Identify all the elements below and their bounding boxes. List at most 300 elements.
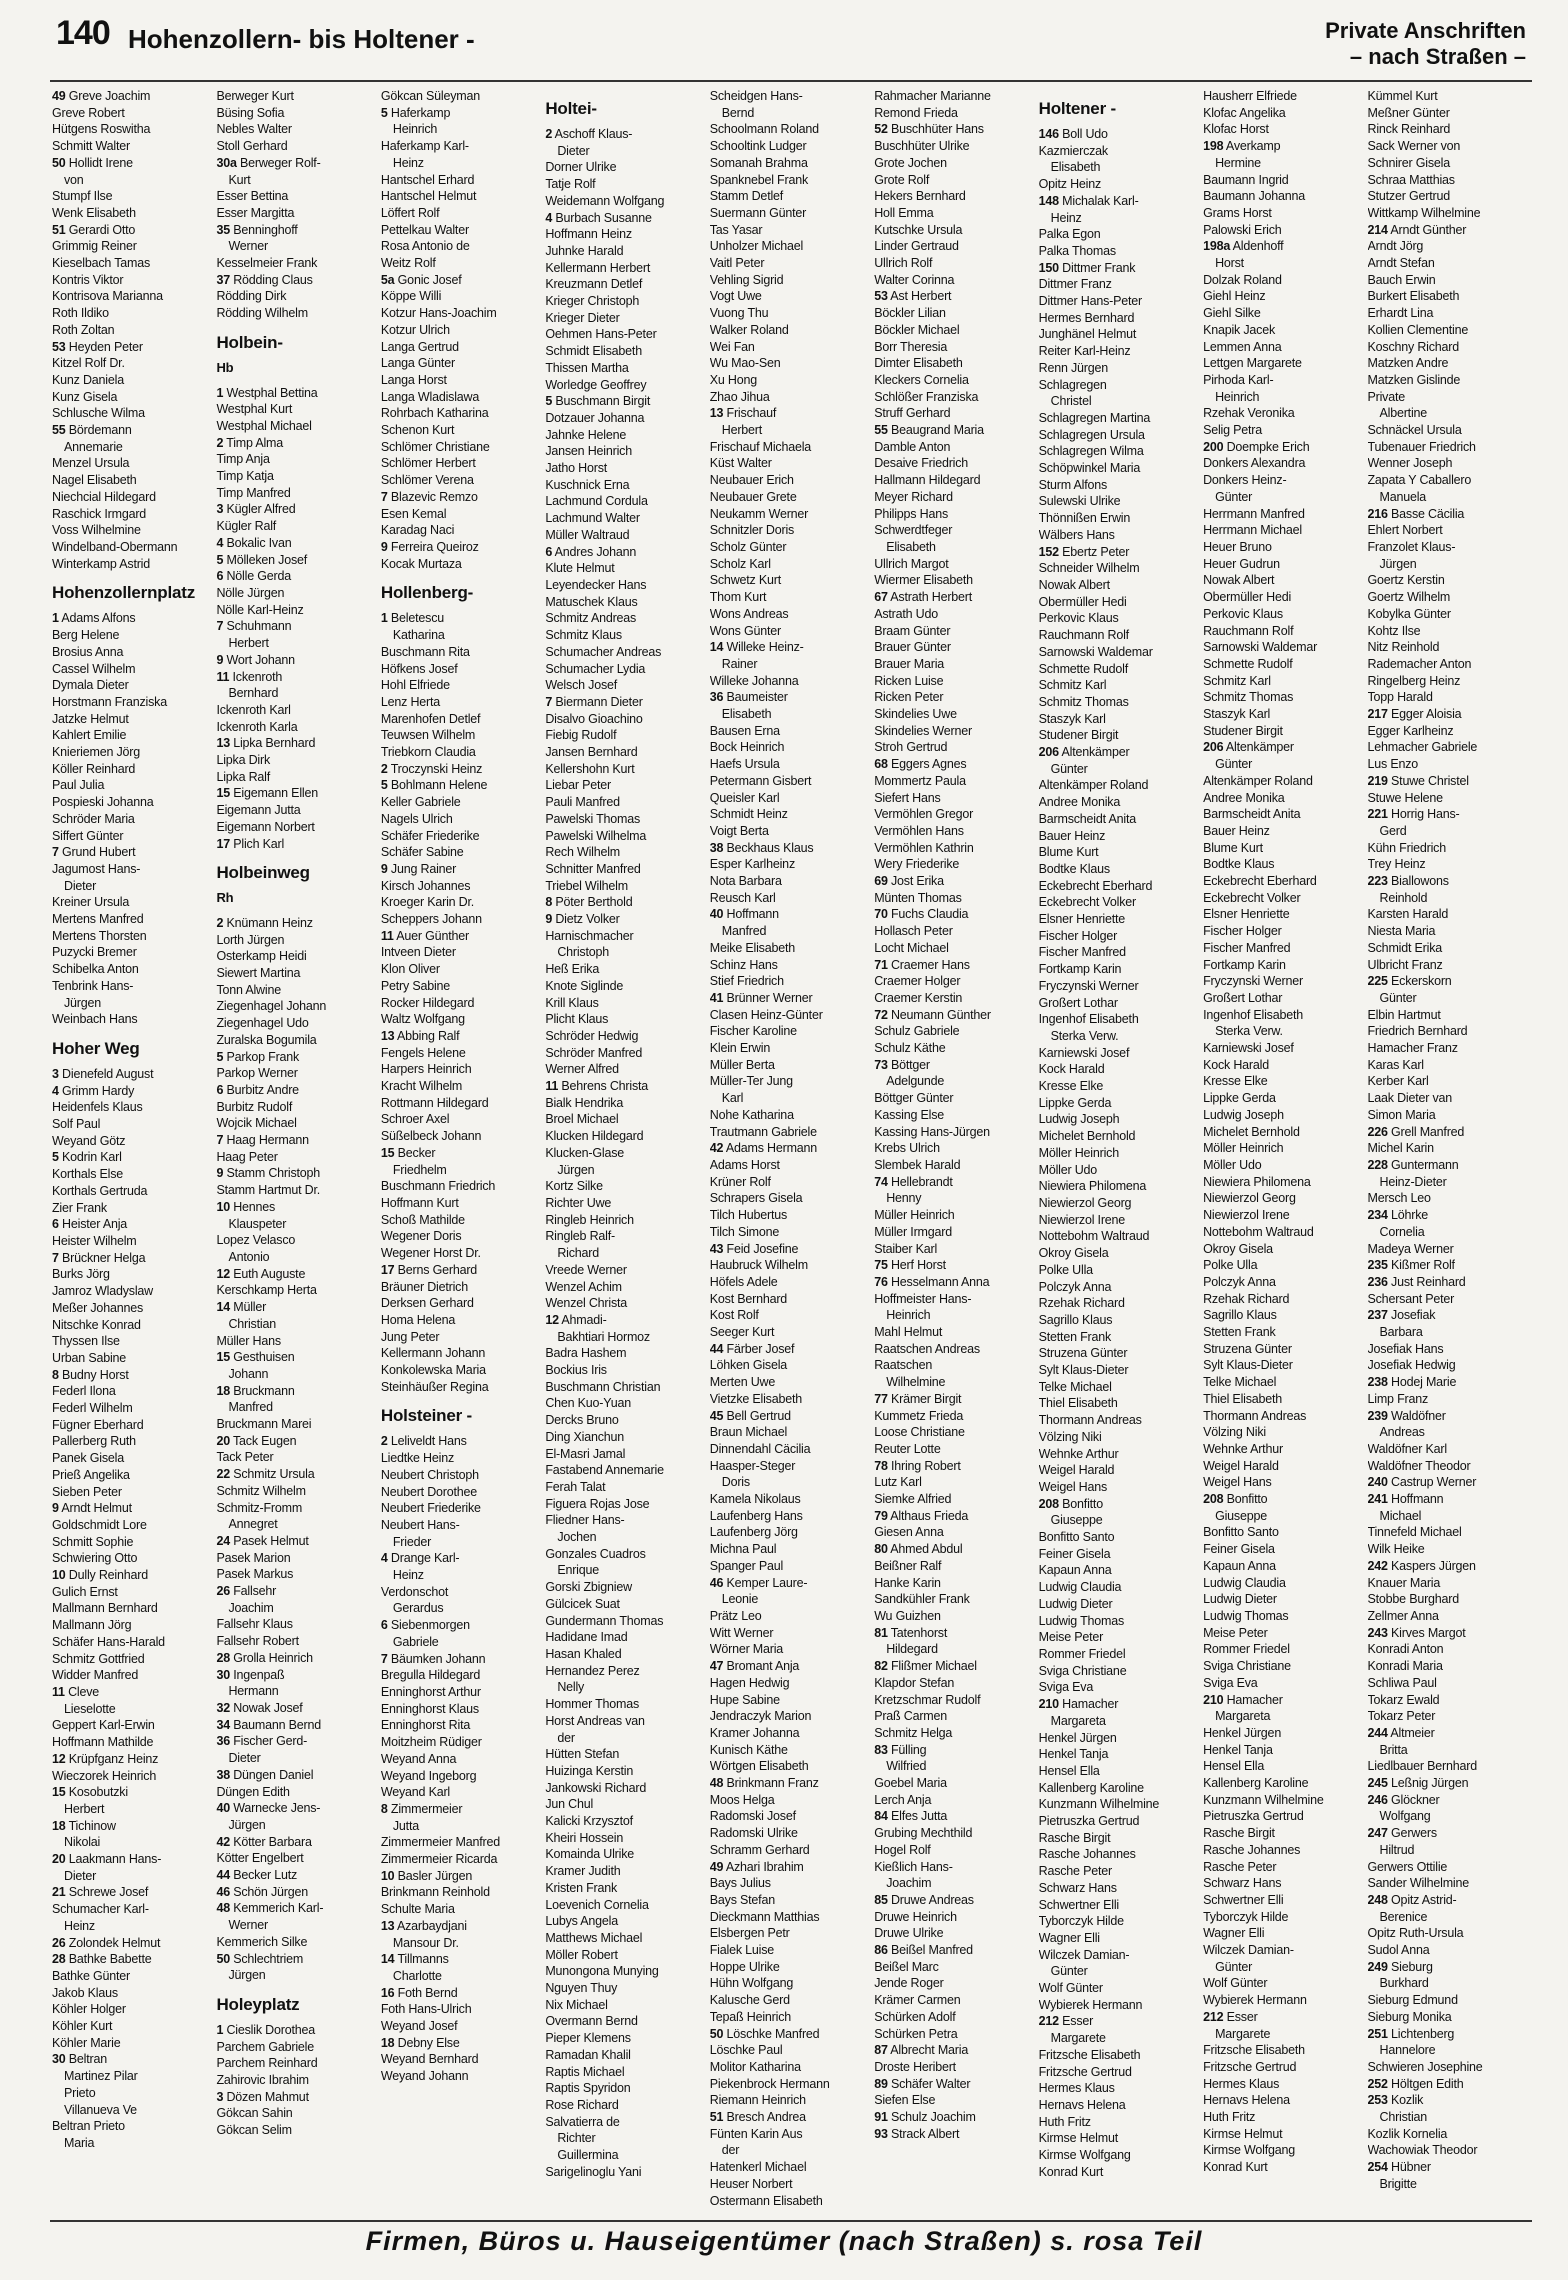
house-number: 50 [709,2026,724,2041]
entry-continuation: Elisabeth [1050,160,1101,175]
house-number: 210 [1203,1692,1224,1707]
entry-continuation: Martinez Pilar [64,2069,138,2084]
directory-entry: Goldschmidt Lore [52,1517,147,1532]
directory-entry: 247 Gerwers [1367,1826,1437,1841]
directory-entry: Schoolmann Roland [709,122,819,137]
house-number: 42 [709,1141,724,1156]
house-number: 6 [52,1217,59,1232]
directory-entry: Höfkens Josef [380,661,458,676]
directory-entry: 35 Benninghoff [216,222,298,237]
directory-entry: Fryczynski Werner [1203,974,1303,989]
directory-entry: Vuong Thu [709,306,769,321]
directory-entry: 5 Buschmann Birgit [545,394,651,409]
directory-entry: Hohl Elfriede [380,678,450,693]
directory-entry: 43 Feid Josefine [709,1241,799,1256]
directory-entry: Buschmann Friedrich [380,1179,496,1194]
house-number: 50 [52,155,66,170]
directory-entry: Raatschen Andreas [874,1341,980,1356]
directory-entry: Molitor Katharina [709,2059,801,2074]
directory-entry: Kalicki Krzysztof [545,1814,633,1829]
directory-column [381,88,542,2213]
directory-entry: Goertz Wilhelm [1367,590,1451,605]
directory-entry: Vaitl Peter [709,256,765,271]
directory-entry: 49 Greve Joachim [52,89,151,103]
directory-entry: Lettgen Margarete [1203,356,1302,371]
directory-entry: Henkel Jürgen [1203,1725,1282,1740]
directory-entry: 4 Burbach Susanne [545,210,652,225]
directory-entry: Süßelbeck Johann [380,1129,482,1144]
directory-entry: Vreede Werner [545,1262,627,1277]
directory-entry: Badra Hashem [545,1346,627,1361]
directory-entry: Korthals Gertruda [52,1183,148,1198]
directory-entry: Sviga Eva [1038,1680,1094,1695]
directory-entry: Kunzmann Wilhelmine [1203,1792,1324,1807]
directory-entry: Vermöhlen Gregor [874,807,974,822]
directory-entry: 47 Bromant Anja [709,1659,800,1674]
directory-entry: Stobbe Burghard [1367,1592,1460,1607]
directory-entry: Neubert Christoph [380,1467,479,1482]
directory-entry: 9 Stamm Christoph [216,1166,321,1181]
directory-entry: Löffert Rolf [380,205,440,220]
house-number: 38 [709,840,724,855]
directory-entry: Slembek Harald [874,1158,961,1172]
directory-entry: Pasek Marion [216,1550,291,1565]
house-number: 2 [216,435,224,450]
directory-entry: Wybierek Hermann [1038,1997,1143,2012]
directory-entry: 6 Heister Anja [52,1217,128,1232]
directory-entry: Intveen Dieter [380,945,456,960]
directory-entry: 8 Zimmermeier [380,1801,463,1816]
directory-entry: Möller Udo [1203,1158,1262,1172]
directory-entry: Kreiner Ursula [52,895,130,910]
directory-entry: Druwe Ulrike [874,1926,944,1941]
directory-entry: Lehmacher Gabriele [1367,740,1478,755]
directory-entry: Bonfitto Santo [1203,1525,1279,1540]
directory-entry: 48 Kemmerich Karl- [216,1901,324,1916]
directory-entry: Fischer Holger [1203,924,1282,939]
entry-continuation: Berenice [1379,1909,1428,1924]
directory-entry: Niewierzol Irene [1038,1212,1126,1227]
house-number: 44 [709,1341,724,1356]
directory-entry: Ullrich Rolf [874,256,933,271]
directory-entry: 242 Kaspers Jürgen [1367,1558,1476,1573]
directory-entry: Eckebrecht Volker [1203,890,1301,905]
entry-continuation: Gerardus [392,1601,444,1616]
directory-entry: Polke Ulla [1203,1258,1258,1273]
directory-entry: Heuer Gudrun [1203,556,1280,571]
directory-entry: Schlagregen Ursula [1038,427,1145,442]
directory-entry: Ludwig Joseph [1038,1112,1120,1127]
house-number: 3 [52,1066,59,1081]
directory-entry: Klofac Horst [1203,122,1269,137]
directory-entry: Küst Walter [709,456,772,471]
entry-continuation: Hannelore [1379,2043,1436,2058]
directory-entry: Derksen Gerhard [380,1296,474,1311]
house-number: 75 [874,1258,888,1273]
directory-entry: Spanknebel Frank [709,172,809,187]
directory-entry: Mahl Helmut [874,1325,943,1340]
directory-entry: Greve Robert [52,105,125,120]
directory-entry: 11 Cleve [52,1684,100,1699]
directory-entry: Rasche Peter [1038,1864,1112,1879]
directory-entry: 10 Dully Reinhard [52,1568,148,1583]
directory-entry: Weinbach Hans [52,1012,138,1027]
directory-entry: Elbin Hartmut [1367,1007,1441,1022]
directory-entry: Pietruszka Gertrud [1038,1814,1140,1829]
directory-entry: Raschick Irmgard [52,506,147,521]
entry-continuation: von [64,172,84,187]
house-number: 17 [216,836,230,851]
house-number: 55 [52,423,66,438]
entry-continuation: Dieter [64,1868,97,1883]
house-number: 49 [709,1859,724,1874]
directory-entry: Walter Corinna [874,272,955,287]
directory-entry: Rohrbach Katharina [380,406,489,421]
directory-entry: Müller Heinrich [874,1208,955,1223]
directory-column [1039,88,1200,2213]
directory-entry: Hasan Khaled [545,1646,622,1661]
directory-entry: 37 Rödding Claus [216,272,313,287]
directory-entry: Remond Frieda [874,105,958,120]
directory-entry: Struff Gerhard [874,406,951,421]
directory-entry: Rzehak Richard [1203,1291,1290,1306]
directory-entry: 214 Arndt Günther [1367,222,1467,237]
directory-entry: Schroer Axel [380,1112,450,1127]
house-number: 13 [216,736,230,751]
house-number: 9 [216,652,224,667]
entry-continuation: Heinrich [1215,389,1260,404]
street-heading: Hohenzollernplatz [52,583,195,603]
directory-entry: Bays Julius [709,1876,771,1891]
directory-entry: Laufenberg Hans [709,1508,803,1523]
directory-entry: Bruckmann Marei [216,1417,312,1432]
directory-entry: Kapaun Anna [1038,1563,1112,1578]
directory-entry: Kleckers Cornelia [874,372,969,387]
directory-entry: 243 Kirves Margot [1367,1625,1466,1640]
street-heading: Holsteiner - [380,1406,472,1426]
directory-entry: Clasen Heinz-Günter [709,1007,823,1022]
directory-entry: Disalvo Gioachino [545,711,643,726]
directory-entry: Dimter Elisabeth [874,356,963,371]
directory-entry: 53 Ast Herbert [874,289,952,304]
directory-entry: Barmscheidt Anita [1203,807,1301,822]
house-number: 76 [874,1274,888,1289]
directory-entry: Konrad Kurt [1038,2164,1104,2179]
directory-entry: Hoppe Ulrike [709,1959,780,1974]
directory-entry: Kummetz Frieda [874,1408,964,1423]
house-number: 5 [52,1150,59,1165]
directory-entry: Josefiak Hans [1367,1341,1444,1356]
directory-entry: Sarigelinoglu Yani [545,2164,642,2179]
street-heading: Holtener - [1038,99,1116,118]
house-number: 15 [52,1785,66,1800]
directory-entry: Kerschkamp Herta [216,1283,317,1298]
directory-entry: 42 Kötter Barbara [216,1834,312,1849]
house-number: 216 [1367,506,1388,521]
directory-entry: 8 Budny Horst [52,1367,129,1382]
entry-continuation: Hiltrud [1379,1842,1415,1857]
directory-entry: Skindelies Werner [874,723,972,738]
house-number: 43 [709,1241,724,1256]
directory-entry: Löhken Gisela [709,1358,788,1373]
directory-entry: Lutz Karl [874,1475,922,1490]
directory-entry: Kontrisova Marianna [52,289,163,304]
house-number: 235 [1367,1258,1388,1273]
directory-entry: Sieburg Edmund [1367,1993,1458,2008]
directory-entry: Schlömer Christiane [380,439,490,454]
directory-entry: Niewiera Philomena [1203,1174,1311,1189]
directory-entry: Bauer Heinz [1038,828,1106,843]
directory-entry: Kracht Wilhelm [380,1079,463,1094]
house-number: 35 [216,222,230,237]
directory-entry: Meßner Günter [1367,105,1450,120]
directory-entry: 246 Glöckner [1367,1792,1440,1807]
directory-entry: Fortkamp Karin [1038,962,1122,977]
entry-continuation: Richard [557,1246,599,1261]
directory-entry: 78 Ihring Robert [874,1458,961,1473]
directory-entry: Brinkmann Reinhold [380,1885,490,1900]
directory-entry: Wälbers Hans [1038,527,1115,542]
house-number: 36 [216,1734,230,1749]
directory-entry: Rzehak Veronika [1203,406,1295,421]
directory-entry: Giesen Anna [874,1525,944,1540]
directory-entry: 12 Krüpfganz Heinz [52,1751,159,1766]
entry-continuation: Jürgen [557,1162,595,1177]
directory-entry: Weyand Anna [380,1751,457,1766]
directory-entry: 221 Horrig Hans- [1367,807,1460,822]
directory-entry: Großert Lothar [1038,995,1118,1010]
directory-entry: Seeger Kurt [709,1325,775,1340]
directory-entry: Prieß Angelika [52,1467,130,1482]
entry-continuation: Werner [228,239,268,254]
directory-entry: Topp Harald [1367,690,1433,705]
directory-entry: Nitschke Konrad [52,1317,141,1332]
directory-entry: Trey Heinz [1367,857,1426,872]
directory-entry: Köller Reinhard [52,761,136,776]
directory-entry: Schwetz Kurt [709,573,781,588]
directory-entry: 6 Nölle Gerda [216,569,291,584]
directory-entry: Weyand Bernhard [380,2052,479,2067]
directory-entry: Liedtke Heinz [380,1451,455,1466]
directory-entry: Weidemann Wolfgang [545,193,665,208]
directory-entry: Rech Wilhelm [545,845,621,860]
entry-continuation: Günter [1215,757,1253,772]
directory-entry: Elsbergen Petr [709,1926,790,1941]
directory-entry: Tinnefeld Michael [1367,1525,1462,1540]
directory-entry: Sturm Alfons [1038,477,1108,492]
directory-entry: Ludwig Dieter [1038,1596,1113,1611]
directory-entry: El-Masri Jamal [545,1446,626,1461]
house-number: 7 [545,694,553,709]
directory-entry: Rödding Wilhelm [216,306,308,321]
house-number: 152 [1038,544,1059,559]
directory-entry: Gonzales Cuadros [545,1546,646,1561]
directory-entry: Worledge Geoffrey [545,377,647,392]
directory-entry: Ringleb Ralf- [545,1229,615,1244]
directory-entry: Grote Jochen [874,155,947,170]
entry-continuation: Herbert [64,1801,105,1816]
directory-entry: Queisler Karl [709,790,780,805]
page-number: 140 [56,14,110,52]
house-number: 228 [1367,1158,1388,1172]
directory-entry: Fischer Manfred [1038,945,1126,960]
entry-continuation: Friedhelm [392,1162,447,1177]
house-number: 198a [1203,239,1231,254]
directory-entry: Klucken-Glase [545,1145,624,1160]
house-number: 8 [52,1367,59,1382]
directory-entry: Ringelberg Heinz [1367,673,1461,688]
directory-entry: Rademacher Anton [1367,656,1472,671]
entry-continuation: Klauspeter [228,1216,287,1231]
directory-entry: Bock Heinrich [709,740,785,755]
house-number: 219 [1367,773,1388,788]
directory-entry: Schwerdtfeger [874,523,953,538]
street-heading: Holbein- [216,332,283,352]
directory-entry: 50 Löschke Manfred [709,2026,820,2041]
entry-continuation: Hermann [228,1684,279,1699]
directory-entry: Thiel Elisabeth [1038,1396,1118,1411]
directory-entry: Kunz Gisela [52,389,118,404]
directory-entry: Lorth Jürgen [216,932,285,947]
directory-entry: Hoffmeister Hans- [874,1291,972,1306]
directory-entry: Esen Kemal [380,506,447,521]
directory-entry: 237 Josefiak [1367,1308,1436,1323]
house-number: 53 [874,289,888,304]
entry-continuation: Dieter [228,1751,261,1766]
directory-entry: Pasek Markus [216,1567,294,1582]
directory-entry: Ricken Luise [874,673,944,688]
directory-entry: Kemmerich Silke [216,1934,308,1949]
house-number: 1 [380,611,388,626]
street-heading: Holtei- [545,99,597,118]
directory-entry: Knote Siglinde [545,978,624,993]
entry-continuation: der [721,2143,740,2158]
directory-entry: Matuschek Klaus [545,594,638,609]
directory-entry: Timp Katja [216,469,274,484]
directory-entry: Wörtgen Elisabeth [709,1759,809,1774]
directory-entry: Siefen Else [874,2093,936,2108]
directory-entry: Junghänel Helmut [1038,327,1137,342]
directory-entry: Droste Heribert [874,2059,956,2074]
directory-entry: 198a Aldenhoff [1203,239,1284,254]
directory-entry: Sagrillo Klaus [1038,1312,1113,1327]
directory-entry: Klucken Hildegard [545,1129,644,1144]
directory-entry: Henkel Jürgen [1038,1730,1117,1745]
directory-entry: Marenhofen Detlef [380,711,481,726]
street-heading: Hoher Weg [52,1038,140,1058]
directory-entry: 76 Hesselmann Anna [874,1274,990,1289]
directory-entry: Mallmann Jörg [52,1618,132,1633]
directory-entry: Jahnke Helene [545,427,627,442]
directory-entry: Klon Oliver [380,962,440,977]
house-number: 50 [216,1951,230,1966]
directory-entry: Wei Fan [709,339,755,354]
directory-entry: Ludwig Joseph [1203,1107,1284,1122]
entry-continuation: Günter [1050,1964,1088,1979]
directory-entry: Palowski Erich [1203,222,1282,237]
directory-entry: Andree Monika [1038,795,1121,810]
directory-entry: Schwarz Hans [1038,1880,1117,1895]
directory-entry: Loevenich Cornelia [545,1897,649,1912]
directory-entry: Komainda Ulrike [545,1847,635,1862]
directory-entry: Nix Michael [545,1997,608,2012]
directory-entry: Rauchmann Rolf [1203,623,1294,638]
directory-entry: Buschmann Rita [380,644,470,659]
directory-entry: Rinck Reinhard [1367,122,1451,137]
entry-continuation: Nikolai [64,1835,101,1850]
directory-entry: Herrmann Michael [1203,523,1302,538]
directory-entry: Bausen Erna [709,723,780,738]
house-number: 243 [1367,1625,1388,1640]
house-number: 6 [216,1082,224,1097]
street-heading: Holbeinweg [216,863,310,883]
directory-entry: Voss Wilhelmine [52,523,141,538]
directory-entry: 46 Kemper Laure- [709,1575,808,1590]
house-number: 91 [874,2110,888,2125]
directory-entry: Hantschel Helmut [380,189,477,204]
directory-entry: Ziegenhagel Udo [216,1016,309,1031]
house-number: 11 [216,669,230,684]
directory-entry: 8 Pöter Berthold [545,895,633,910]
directory-entry: 26 Fallsehr [216,1584,277,1599]
directory-entry: Heß Erika [545,962,600,977]
entry-continuation: Christian [228,1316,276,1331]
directory-entry: 7 Blazevic Remzo [380,489,478,504]
directory-entry: Meyer Richard [874,489,953,504]
house-number: 248 [1367,1892,1388,1907]
directory-entry: Baumann Ingrid [1203,172,1289,187]
directory-entry: Waldöfner Karl [1367,1441,1447,1456]
directory-entry: Geppert Karl-Erwin [52,1718,155,1733]
directory-entry: Karsten Harald [1367,907,1449,922]
directory-entry: Damble Anton [874,439,951,454]
directory-entry: 9 Dietz Volker [545,912,620,927]
directory-entry: Lerch Anja [874,1792,932,1807]
directory-entry: Schmette Rudolf [1038,661,1129,676]
directory-entry: Mertens Thorsten [52,928,147,943]
directory-entry: Dittmer Franz [1038,277,1112,292]
entry-continuation: Margareta [1215,1709,1271,1724]
directory-entry: Nölle Karl-Heinz [216,602,304,617]
directory-entry: Perkovic Klaus [1203,606,1283,621]
directory-entry: 219 Stuwe Christel [1367,773,1469,788]
directory-entry: Fritzsche Gertrud [1038,2064,1132,2079]
directory-entry: Pietruszka Gertrud [1203,1809,1304,1824]
directory-entry: Thiel Elisabeth [1203,1391,1283,1406]
directory-entry: Kügler Ralf [216,519,277,534]
entry-continuation: Michael [1379,1508,1422,1523]
entry-continuation: Heinz [1050,210,1082,225]
directory-entry: Kümmel Kurt [1367,89,1438,103]
directory-entry: Köhler Holger [52,2002,126,2017]
directory-entry: Henkel Tanja [1038,1747,1109,1762]
directory-entry: Hadidane Imad [545,1630,628,1645]
entry-continuation: Hermine [1215,155,1261,170]
directory-entry: Unholzer Michael [709,239,804,254]
directory-entry: Wegener Doris [380,1229,462,1244]
directory-entry: Horst Andreas van [545,1713,645,1728]
directory-entry: Studener Birgit [1038,728,1119,743]
directory-entry: Stoll Gerhard [216,139,288,154]
directory-entry: 36 Baumeister [709,690,788,705]
directory-entry: Schenon Kurt [380,423,455,438]
directory-entry: Mallmann Bernhard [52,1601,158,1616]
directory-entry: Gülcicek Suat [545,1596,620,1611]
directory-entry: Sieburg Monika [1367,2009,1452,2024]
directory-entry: Jankowski Richard [545,1780,647,1795]
directory-entry: Niewiera Philomena [1038,1179,1147,1194]
house-number: 69 [874,874,888,889]
